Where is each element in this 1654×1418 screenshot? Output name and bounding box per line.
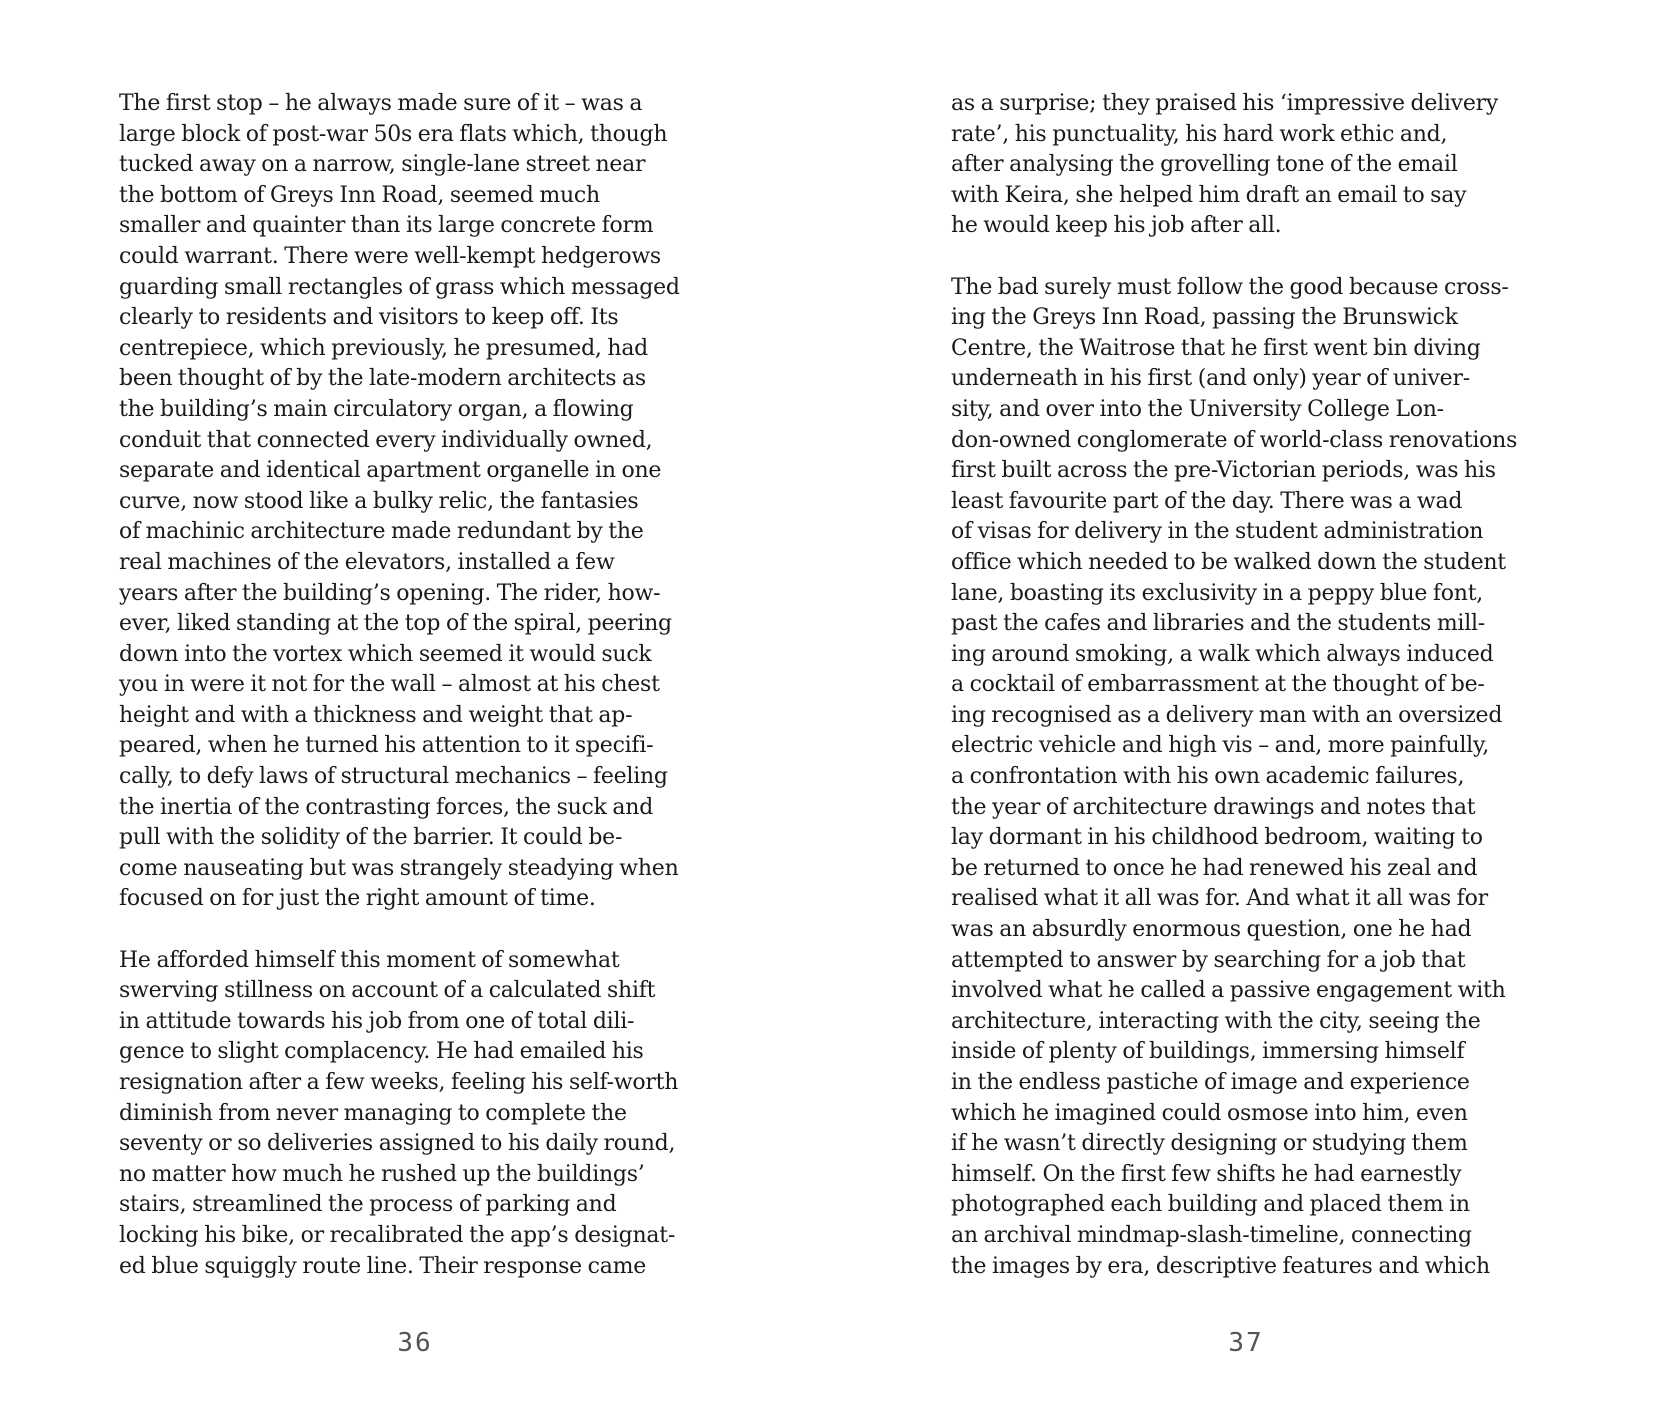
text-line: He afforded himself this moment of somewhat — [119, 947, 620, 973]
text-line: clearly to residents and visitors to keep off. Its — [119, 305, 619, 331]
text-line: don-owned conglomerate of world-class renovations — [951, 427, 1518, 453]
text-line: ed blue squiggly route line. Their response came — [119, 1253, 646, 1279]
text-line: centrepiece, which previously, he presumed, had — [119, 335, 649, 361]
text-line: been thought of by the late-modern architects as — [119, 366, 646, 392]
text-line: focused on for just the right amount of time. — [119, 886, 596, 912]
paragraph-gap — [119, 915, 731, 946]
text-line: as a surprise; they praised his ‘impressive delivery — [951, 91, 1499, 116]
text-line: he would keep his job after all. — [951, 213, 1282, 239]
right-page — [827, 0, 1654, 1418]
text-line: ever, liked standing at the top of the spiral, peering — [119, 611, 672, 637]
text-line: swerving stillness on account of a calculated shift — [119, 978, 656, 1004]
text-line: in the endless pastiche of image and experience — [951, 1070, 1470, 1095]
text-line: peared, when he turned his attention to it specifi- — [119, 733, 654, 759]
text-line: which he imagined could osmose into him, even — [951, 1100, 1468, 1126]
text-line: in attitude towards his job from one of total dili- — [119, 1008, 635, 1034]
text-line: if he wasn’t directly designing or studying them — [951, 1131, 1468, 1157]
text-line: the building’s main circulatory organ, a flowing — [119, 396, 634, 422]
text-line: architecture, interacting with the city, seeing the — [951, 1008, 1481, 1034]
text-line: guarding small rectangles of grass which messaged — [119, 274, 680, 300]
paragraph — [119, 89, 731, 915]
text-line: separate and identical apartment organelle in one — [119, 458, 662, 484]
text-line: down into the vortex which seemed it would suck — [119, 641, 652, 667]
text-line: resignation after a few weeks, feeling his self-worth — [119, 1070, 679, 1095]
text-line: was an absurdly enormous question, one he had — [951, 917, 1472, 943]
text-line: lane, boasting its exclusivity in a peppy blue font, — [951, 580, 1484, 606]
text-line: locking his bike, or recalibrated the app’s designat- — [119, 1222, 676, 1248]
text-line: smaller and quainter than its large concrete form — [119, 213, 654, 239]
text-line: involved what he called a passive engagement with — [951, 978, 1506, 1004]
text-line: seventy or so deliveries assigned to his daily round, — [119, 1131, 676, 1157]
text-line: ing the Greys Inn Road, passing the Brunswick — [951, 305, 1458, 331]
text-line: stairs, streamlined the process of parking and — [119, 1192, 617, 1218]
text-line: pull with the solidity of the barrier. It could be- — [119, 825, 623, 851]
text-line: Centre, the Waitrose that he first went bin diving — [951, 335, 1481, 361]
text-line: years after the building’s opening. The rider, how- — [119, 580, 661, 606]
text-line: underneath in his first (and only) year of univer- — [951, 366, 1470, 392]
text-line: an archival mindmap-slash-timeline, connecting — [951, 1222, 1472, 1248]
text-line: of machinic architecture made redundant by the — [119, 519, 644, 545]
text-line: the images by era, descriptive features and which — [951, 1253, 1490, 1279]
text-line: a confrontation with his own academic failures, — [951, 764, 1465, 790]
text-line: tucked away on a narrow, single-lane street near — [119, 152, 646, 178]
paragraph — [119, 946, 731, 1283]
text-line: lay dormant in his childhood bedroom, waiting to — [951, 825, 1483, 851]
text-line: sity, and over into the University College Lon- — [951, 396, 1444, 422]
text-line: The bad surely must follow the good because cross- — [951, 274, 1509, 300]
text-line: office which needed to be walked down the student — [951, 549, 1506, 575]
text-line: real machines of the elevators, installed a few — [119, 549, 615, 575]
text-line: be returned to once he had renewed his zeal and — [951, 855, 1478, 881]
text-line: you in were it not for the wall – almost at his chest — [119, 672, 660, 698]
page-number-right: 37 — [1228, 1328, 1264, 1358]
text-line: come nauseating but was strangely steadying when — [119, 855, 679, 881]
text-line: no matter how much he rushed up the buildings’ — [119, 1161, 645, 1187]
paragraph — [951, 273, 1563, 1283]
text-line: ing recognised as a delivery man with an oversized — [951, 702, 1503, 728]
text-line: attempted to answer by searching for a job that — [951, 947, 1466, 973]
paragraph — [951, 89, 1563, 242]
text-line: rate’, his punctuality, his hard work ethic and, — [951, 121, 1448, 147]
text-line: past the cafes and libraries and the students mill- — [951, 611, 1485, 637]
text-line: himself. On the first few shifts he had earnestly — [951, 1161, 1462, 1187]
text-line: with Keira, she helped him draft an email to say — [951, 182, 1467, 208]
text-line: The first stop – he always made sure of it – was a — [119, 91, 643, 116]
text-line: inside of plenty of buildings, immersing himself — [951, 1039, 1465, 1065]
text-line: of visas for delivery in the student administration — [951, 519, 1484, 545]
text-line: first built across the pre-Victorian periods, was his — [951, 458, 1496, 484]
text-line: electric vehicle and high vis – and, more painfully, — [951, 733, 1489, 759]
text-line: ing around smoking, a walk which always induced — [951, 641, 1494, 667]
left-page-body — [119, 89, 731, 1282]
text-line: curve, now stood like a bulky relic, the fantasies — [119, 488, 639, 514]
text-line: cally, to defy laws of structural mechanics – feeling — [119, 764, 668, 790]
paragraph-gap — [951, 242, 1563, 273]
text-line: after analysing the grovelling tone of the email — [951, 152, 1458, 178]
text-line: diminish from never managing to complete the — [119, 1100, 627, 1126]
text-line: conduit that connected every individually owned, — [119, 427, 653, 453]
page-number-left: 36 — [397, 1328, 433, 1358]
text-line: the inertia of the contrasting forces, the suck and — [119, 794, 654, 820]
text-line: realised what it all was for. And what it all was for — [951, 886, 1488, 912]
text-line: height and with a thickness and weight that ap- — [119, 702, 633, 728]
text-line: least favourite part of the day. There was a wad — [951, 488, 1463, 514]
text-line: could warrant. There were well-kempt hedgerows — [119, 243, 661, 269]
text-line: the bottom of Greys Inn Road, seemed much — [119, 182, 600, 208]
text-line: a cocktail of embarrassment at the thought of be- — [951, 672, 1485, 698]
text-line: photographed each building and placed them in — [951, 1192, 1470, 1218]
right-page-body — [951, 89, 1563, 1282]
text-line: the year of architecture drawings and notes that — [951, 794, 1476, 820]
text-line: large block of post-war 50s era flats which, though — [119, 121, 668, 147]
text-line: gence to slight complacency. He had emailed his — [119, 1039, 644, 1065]
